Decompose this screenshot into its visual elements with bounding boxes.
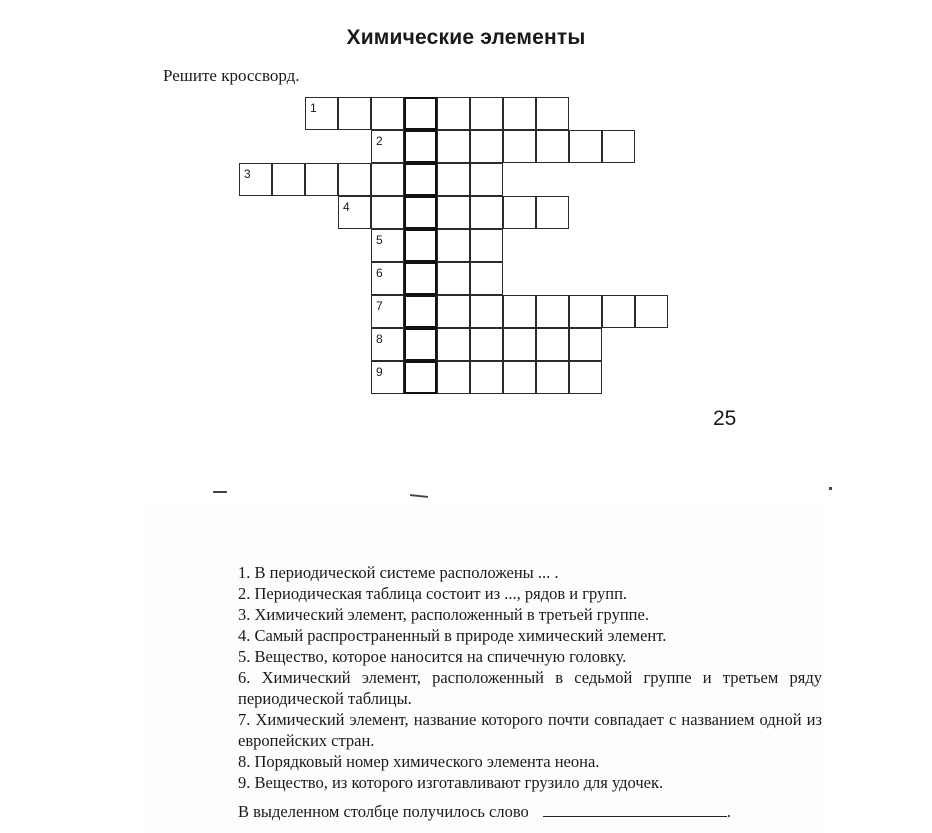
crossword-cell[interactable] bbox=[272, 163, 305, 196]
crossword-cell[interactable] bbox=[371, 262, 404, 295]
clue-number: 2 bbox=[376, 134, 383, 148]
highlighted-cell[interactable] bbox=[404, 229, 437, 262]
crossword-cell[interactable] bbox=[569, 295, 602, 328]
crossword-cell[interactable] bbox=[437, 295, 470, 328]
crossword-cell[interactable] bbox=[536, 130, 569, 163]
highlighted-cell[interactable] bbox=[404, 361, 437, 394]
crossword-cell[interactable] bbox=[470, 163, 503, 196]
crossword-cell[interactable] bbox=[371, 163, 404, 196]
clue-item: 5. Вещество, которое наносится на спичечную головку. bbox=[238, 647, 627, 666]
crossword-cell[interactable] bbox=[371, 295, 404, 328]
crossword-cell[interactable] bbox=[371, 130, 404, 163]
highlighted-cell[interactable] bbox=[404, 295, 437, 328]
highlighted-cell[interactable] bbox=[404, 163, 437, 196]
crossword-cell[interactable] bbox=[536, 295, 569, 328]
clue-item: 8. Порядковый номер химического элемента неона. bbox=[238, 752, 600, 771]
crossword-cell[interactable] bbox=[503, 328, 536, 361]
clue-number: 8 bbox=[376, 332, 383, 346]
crossword-cell[interactable] bbox=[371, 196, 404, 229]
clue-number: 4 bbox=[343, 200, 350, 214]
crossword-cell[interactable] bbox=[602, 295, 635, 328]
crossword-cell[interactable] bbox=[338, 196, 371, 229]
instruction-text: Решите кроссворд. bbox=[163, 66, 300, 85]
highlighted-cell[interactable] bbox=[404, 196, 437, 229]
crossword-cell[interactable] bbox=[239, 163, 272, 196]
crossword-cell[interactable] bbox=[371, 361, 404, 394]
crossword-cell[interactable] bbox=[470, 196, 503, 229]
crossword-cell[interactable] bbox=[371, 328, 404, 361]
crossword-cell[interactable] bbox=[305, 163, 338, 196]
crossword-cell[interactable] bbox=[602, 130, 635, 163]
highlighted-cell[interactable] bbox=[404, 262, 437, 295]
crossword-cell[interactable] bbox=[437, 229, 470, 262]
clue-item: 1. В периодической системе расположены ... . bbox=[238, 563, 559, 582]
clue-item: 3. Химический элемент, расположенный в третьей группе. bbox=[238, 605, 649, 624]
crossword-cell[interactable] bbox=[536, 328, 569, 361]
crossword-cell[interactable] bbox=[437, 97, 470, 130]
worksheet-title: Химические элементы bbox=[346, 26, 586, 49]
crossword-cell[interactable] bbox=[470, 328, 503, 361]
scan-mark bbox=[213, 491, 227, 493]
highlighted-cell[interactable] bbox=[404, 328, 437, 361]
crossword-cell[interactable] bbox=[338, 163, 371, 196]
scan-mark bbox=[829, 487, 832, 490]
crossword-cell[interactable] bbox=[437, 361, 470, 394]
crossword-cell[interactable] bbox=[371, 97, 404, 130]
clue-number: 5 bbox=[376, 233, 383, 247]
crossword-cell[interactable] bbox=[437, 328, 470, 361]
crossword-cell[interactable] bbox=[371, 229, 404, 262]
crossword-cell[interactable] bbox=[437, 163, 470, 196]
crossword-cell[interactable] bbox=[470, 295, 503, 328]
highlighted-cell[interactable] bbox=[404, 130, 437, 163]
highlighted-cell[interactable] bbox=[404, 97, 437, 130]
clue-item: 2. Периодическая таблица состоит из ..., рядов и групп. bbox=[238, 584, 628, 603]
crossword-cell[interactable] bbox=[470, 97, 503, 130]
clue-number: 3 bbox=[244, 167, 251, 181]
crossword-cell[interactable] bbox=[503, 130, 536, 163]
crossword-cell[interactable] bbox=[503, 196, 536, 229]
answer-prompt-text: В выделенном столбце получилось слово bbox=[238, 802, 529, 821]
crossword-cell[interactable] bbox=[503, 295, 536, 328]
answer-blank[interactable] bbox=[543, 802, 727, 817]
crossword-cell[interactable] bbox=[503, 97, 536, 130]
crossword-cell[interactable] bbox=[569, 361, 602, 394]
crossword-cell[interactable] bbox=[338, 97, 371, 130]
clue-number: 9 bbox=[376, 365, 383, 379]
crossword-cell[interactable] bbox=[470, 130, 503, 163]
crossword-cell[interactable] bbox=[635, 295, 668, 328]
clues-list bbox=[238, 562, 822, 793]
crossword-cell[interactable] bbox=[470, 229, 503, 262]
crossword-cell[interactable] bbox=[536, 361, 569, 394]
clue-item: 7. Химический элемент, название которого почти совпадает с названием одной из европейских стран. bbox=[238, 710, 822, 750]
crossword-cell[interactable] bbox=[470, 262, 503, 295]
answer-end: . bbox=[726, 802, 731, 821]
clue-item: 6. Химический элемент, расположенный в седьмой группе и третьем ряду периодической таблицы. bbox=[238, 668, 822, 708]
clue-number: 1 bbox=[310, 101, 317, 115]
crossword-cell[interactable] bbox=[470, 361, 503, 394]
crossword-cell[interactable] bbox=[536, 196, 569, 229]
clue-item: 4. Самый распространенный в природе химический элемент. bbox=[238, 626, 667, 645]
clue-number: 7 bbox=[376, 299, 383, 313]
page-gap bbox=[0, 475, 932, 505]
answer-prompt bbox=[238, 802, 731, 822]
page-number: 25 bbox=[713, 407, 737, 430]
crossword-cell[interactable] bbox=[437, 130, 470, 163]
crossword-cell[interactable] bbox=[437, 196, 470, 229]
crossword-cell[interactable] bbox=[305, 97, 338, 130]
clue-item: 9. Вещество, из которого изготавливают грузило для удочек. bbox=[238, 773, 664, 792]
crossword-cell[interactable] bbox=[503, 361, 536, 394]
crossword-cell[interactable] bbox=[437, 262, 470, 295]
clue-number: 6 bbox=[376, 266, 383, 280]
crossword-cell[interactable] bbox=[536, 97, 569, 130]
crossword-cell[interactable] bbox=[569, 130, 602, 163]
crossword-cell[interactable] bbox=[569, 328, 602, 361]
